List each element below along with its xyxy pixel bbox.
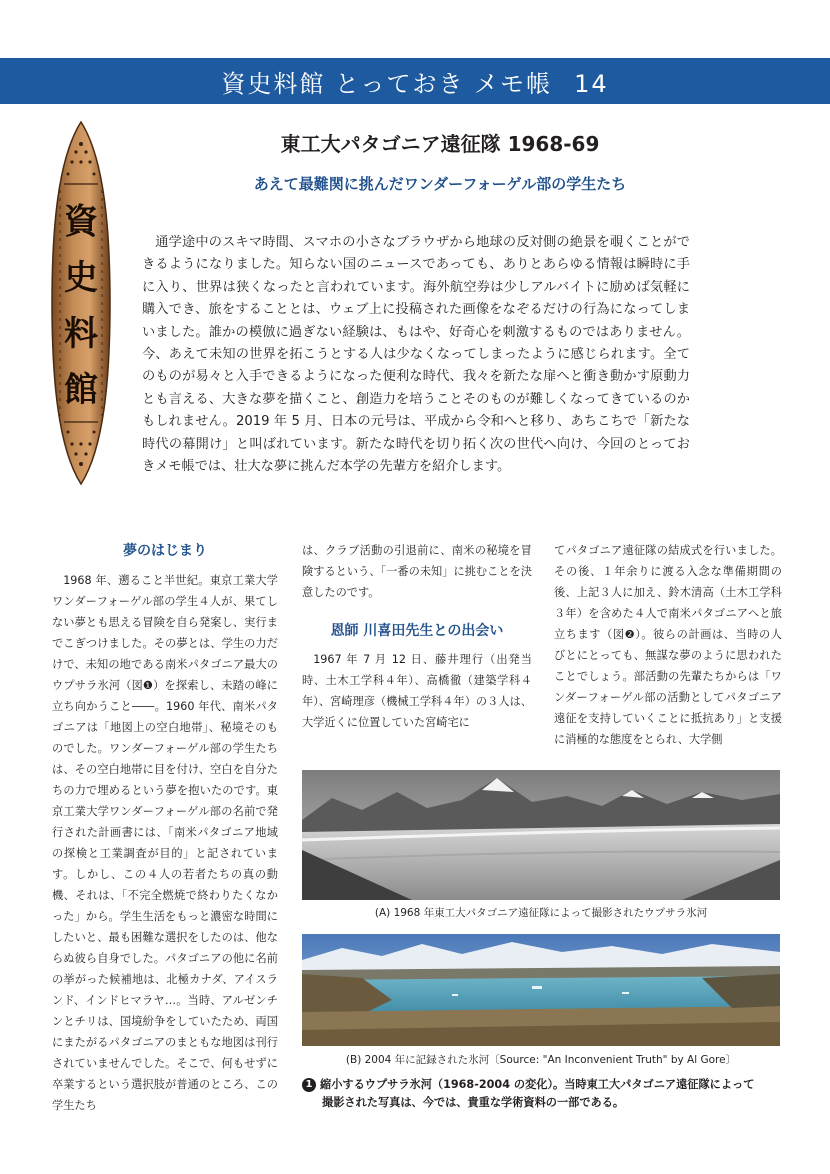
figure-note-text-1: 縮小するウプサラ氷河（1968-2004 の変化）。当時東工大パタゴニア遠征隊によって bbox=[320, 1078, 755, 1091]
plaque-char: 料 bbox=[64, 314, 98, 354]
header-title bbox=[221, 64, 608, 99]
glacier-photo-2004-svg bbox=[302, 934, 780, 1046]
article-subtitle: あえて最難関に挑んだワンダーフォーゲル部の学生たち bbox=[253, 175, 627, 193]
figure-note-text-2: 撮影された写真は、今では、貴重な学術資料の一部である。 bbox=[322, 1096, 625, 1109]
section-body-dream: 1968 年、遡ること半世紀。東京工業大学ワンダーフォーゲル部の学生４人が、果てしない夢とも思える冒険を自ら発案し、実行までこぎつけました。その夢とは、学生の力だけで、未知の地である南米パタゴニア最大のウプサラ氷河（図❶）を探索し、未踏の峰に立ち向かうこと――。1960 年代、南米パタゴニアは「地図上の空白地帯」、秘境そのものでした。ワンダーフォーゲル部の学生たちは、その空白地帯に目を付け、空白を自分たちの力で埋めるという夢を抱いたのです。東京工業大学ワンダーフォーゲル部の名前で発行された計画書には、「南米パタゴニア地域の探検と工業調査が目的」と記されています。しかし、この４人の若者たちの真の動機、それは、「不完全燃焼で終わりたくなかった」から。学生生活をもっと濃密な時間にしたいと、最も困難な選択をしたのは、他ならぬ彼ら自身でした。パタゴニアの他に名前の挙がった候補地は、北極カナダ、アイスランド、インドヒマラヤ…。当時、アルゼンチンとチリは、国境紛争をしていたため、両国にまたがるパタゴニアのまともな地図は刊行されていませんでした。そこで、何もせずに卒業するという選択肢が普通のところ、この学生たち bbox=[52, 574, 278, 1112]
plaque-char: 資 bbox=[64, 202, 98, 242]
caption-photo-a: (A) 1968 年東工大パタゴニア遠征隊によって撮影されたウプサラ氷河 bbox=[374, 907, 708, 919]
article-title: 東工大パタゴニア遠征隊 1968-69 bbox=[280, 132, 600, 156]
header-banner bbox=[0, 58, 830, 104]
section-heading-dream: 夢のはじまり bbox=[123, 543, 207, 559]
section-body-mentor: 1967 年 7 月 12 日、藤井理行（出発当時、土木工学科４年）、高橋徹（建築学科４年）、宮崎理彦（機械工学科４年）の３人は、大学近くに位置していた宮崎宅に bbox=[302, 653, 532, 729]
plaque-text bbox=[46, 194, 116, 418]
intro-paragraph: 通学途中のスキマ時間、スマホの小さなブラウザから地球の反対側の絶景を覗くことができるようになりました。知らない国のニュースであっても、ありとあらゆる情報は瞬時に手に入り、世界は狭くなったと言われています。海外航空券は少しアルバイトに励めば気軽に購入でき、旅をすることとは、ウェブ上に投稿された画像をなぞるだけの行為になってしまいました。誰かの模倣に過ぎない経験は、もはや、好奇心を刺激するものではありません。今、あえて未知の世界を拓こうとする人は少なくなってしまったように感じられます。全てのものが易々と入手できるようになった便利な時代、我々を新たな扉へと衝き動かす原動力とも言える、大きな夢を描くこと、創造力を培うことそのものが難しくなってきているのかもしれません。2019 年 5 月、日本の元号は、平成から令和へと移り、あちこちで「新たな時代の幕開け」と叫ばれています。新たな時代を切り拓く次の世代へ向け、今回のとっておきメモ帳では、壮大な夢に挑んだ本学の先輩方を紹介します。 bbox=[142, 235, 690, 475]
plaque-char: 史 bbox=[64, 258, 98, 298]
archive-plaque-image bbox=[46, 118, 116, 488]
caption-photo-b: (B) 2004 年に記録された氷河〔Source: "An Inconvenient Truth" by Al Gore〕 bbox=[345, 1054, 737, 1066]
figure-note-line-1 bbox=[302, 1076, 782, 1094]
glacier-photo-2004 bbox=[302, 934, 780, 1046]
column-2 bbox=[302, 540, 532, 733]
figure-number-badge: 1 bbox=[302, 1078, 316, 1092]
figure-note bbox=[302, 1076, 782, 1112]
header-title-text: 資史料館 とっておき メモ帳 bbox=[221, 69, 553, 98]
column-1 bbox=[52, 540, 278, 1116]
glacier-photo-1968-svg bbox=[302, 770, 780, 900]
issue-number: 14 bbox=[574, 69, 609, 98]
section-body-mentor-continued: てパタゴニア遠征隊の結成式を行いました。その後、１年余りに渡る入念な準備期間の後、上記３人に加え、鈴木清高（土木工学科３年）を含めた４人で南米パタゴニアへと旅立ちます（図❷）。彼らの計画は、当時の人びとにとっても、無謀な夢のように思われたことでしょう。部活動の先輩たちからは「ワンダーフォーゲル部の活動としてパタゴニア遠征を支持していくことに抵抗あり」と支援に消極的な態度をとられ、大学側 bbox=[554, 544, 782, 746]
section-body-dream-continued: は、クラブ活動の引退前に、南米の秘境を冒険するという、「一番の未知」に挑むことを決意したのです。 bbox=[302, 544, 532, 599]
column-3 bbox=[554, 540, 782, 750]
section-heading-mentor: 恩師 川喜田先生との出会い bbox=[330, 623, 504, 639]
plaque-char: 館 bbox=[64, 370, 98, 410]
glacier-photo-1968 bbox=[302, 770, 780, 900]
